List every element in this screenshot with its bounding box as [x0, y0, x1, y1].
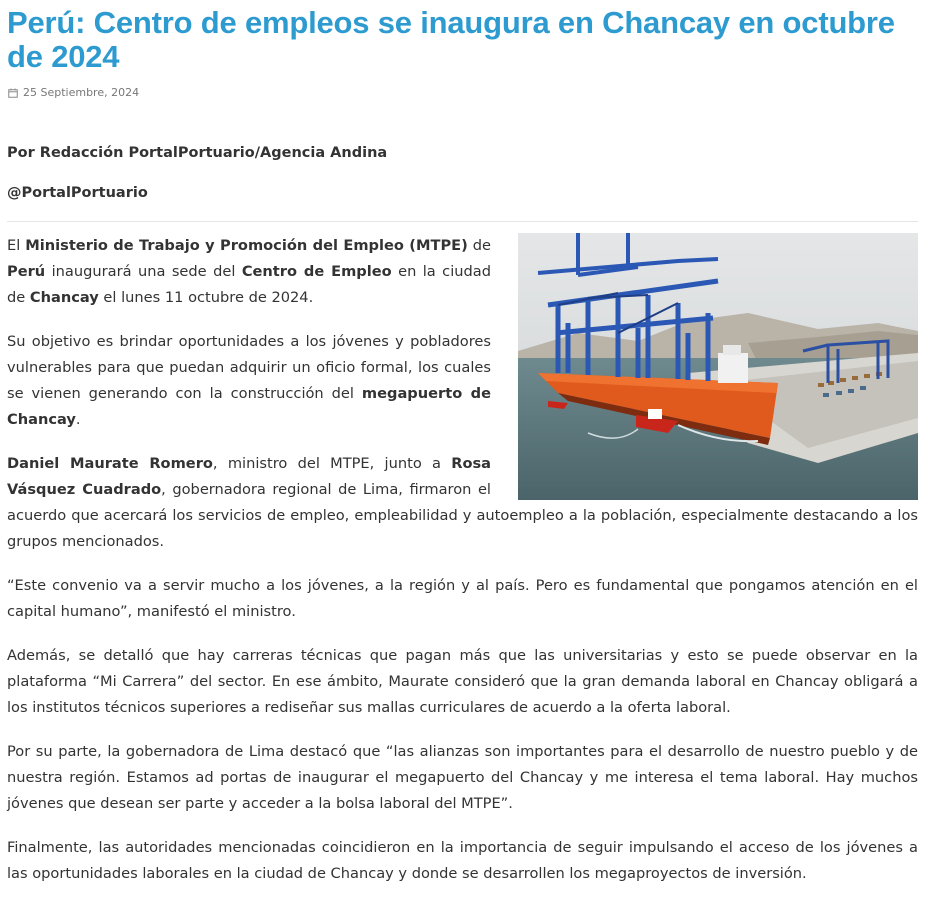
paragraph-1: El Ministerio de Trabajo y Promoción del Empleo (MTPE) de Perú inaugurará una sede del Centro de Empleo en la ciudad de Chancay el lunes 11 octubre de 2024. [7, 237, 491, 306]
calendar-icon [8, 88, 18, 98]
paragraph-6: Por su parte, la gobernadora de Lima destacó que “las alianzas son importantes para el desarrollo de nuestro pueblo y de nuestra región. Estamos ad portas de inaugurar el megapuerto del Chancay y me interesa el tema laboral. Hay muchos jóvenes que desean ser parte y acceder a la bolsa laboral del MTPE”. [7, 743, 918, 812]
port-photo [518, 233, 918, 500]
social-handle: @PortalPortuario [7, 185, 148, 201]
article-body [7, 233, 918, 887]
article-title: Perú: Centro de empleos se inaugura en Chancay en octubre de 2024 [7, 5, 895, 74]
paragraph-3: Daniel Maurate Romero, ministro del MTPE, junto a Rosa Vásquez Cuadrado, gobernadora regional de Lima, firmaron el acuerdo que acercará los servicios de empleo, empleabilidad y autoempleo a la población, especialmente destacando a los grupos mencionados. [7, 455, 918, 550]
article-meta [7, 85, 918, 101]
byline: Por Redacción PortalPortuario/Agencia Andina [7, 145, 388, 161]
article [7, 0, 918, 905]
paragraph-7: Finalmente, las autoridades mencionadas coincidieron en la importancia de seguir impulsando el acceso de los jóvenes a las oportunidades laborales en la ciudad de Chancay y donde se desarrollen los megaproyectos de inversión. [7, 839, 918, 882]
paragraph-2: Su objetivo es brindar oportunidades a los jóvenes y pobladores vulnerables para que puedan adquirir un oficio formal, los cuales se vienen generando con la construcción del megapuerto de Chancay. [7, 333, 491, 428]
divider [7, 221, 918, 222]
paragraph-5: Además, se detalló que hay carreras técnicas que pagan más que las universitarias y esto se puede observar en la plataforma “Mi Carrera” del sector. En ese ámbito, Maurate consideró que la gran demanda laboral en Chancay obligará a los institutos técnicos superiores a rediseñar sus mallas curriculares de acuerdo a la oferta laboral. [7, 647, 918, 716]
paragraph-4: “Este convenio va a servir mucho a los jóvenes, a la región y al país. Pero es fundamental que pongamos atención en el capital humano”, manifestó el ministro. [7, 577, 918, 620]
publish-date: 25 Septiembre, 2024 [23, 86, 140, 99]
